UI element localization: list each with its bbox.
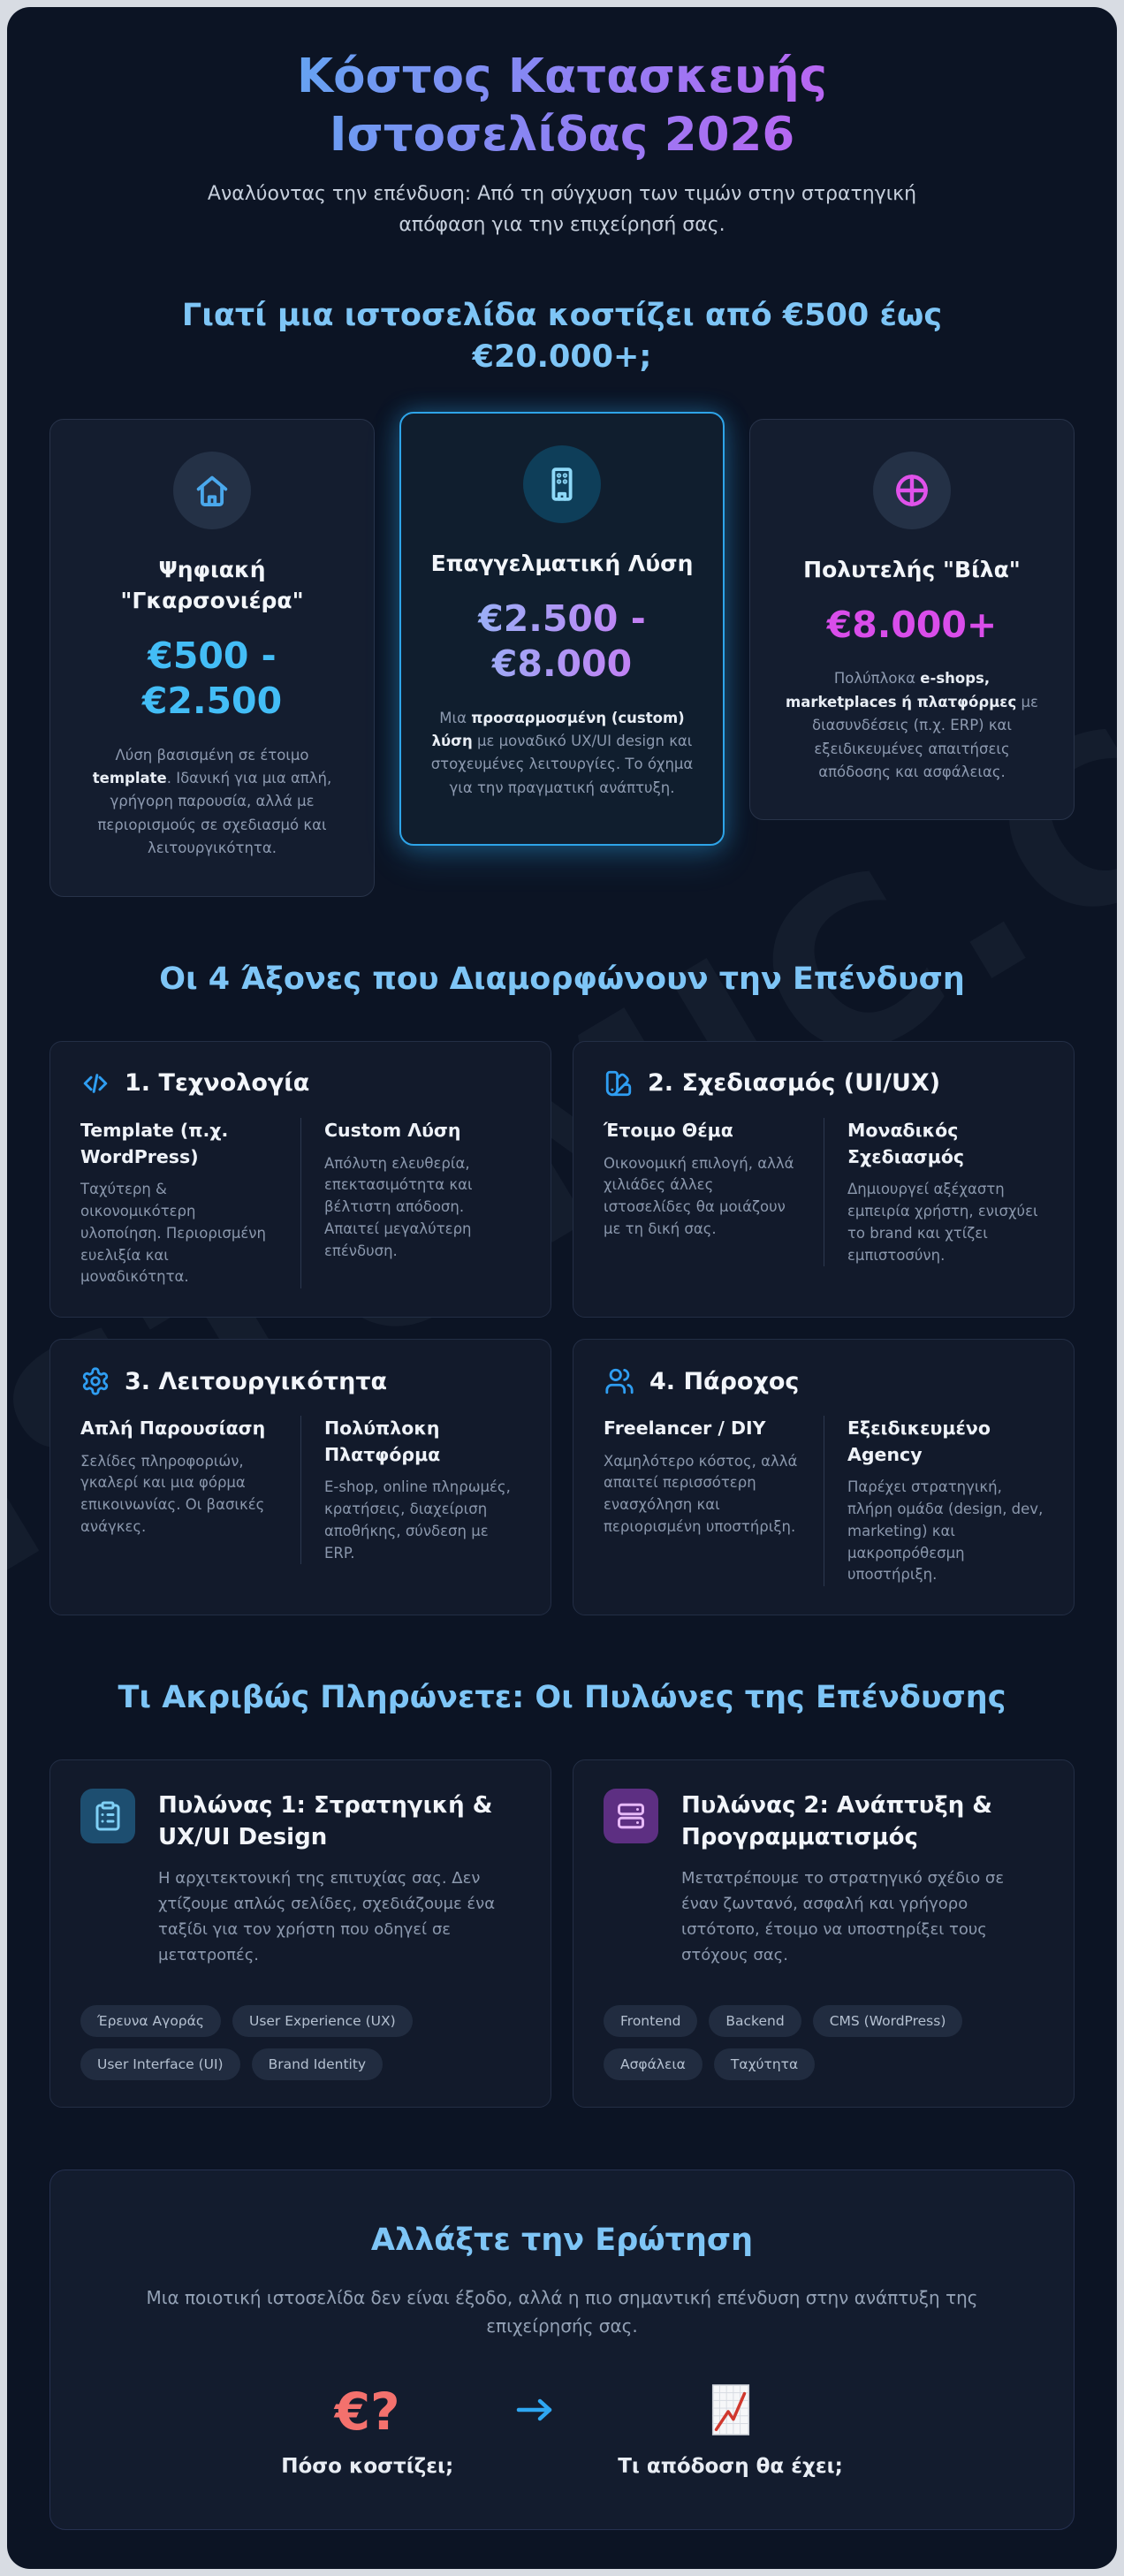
home-icon — [173, 452, 251, 529]
axis-option-heading: Template (π.χ. WordPress) — [80, 1119, 229, 1167]
tier-price: €2.500 - €8.000 — [424, 597, 700, 688]
users-icon — [604, 1366, 635, 1396]
pillar-tags — [604, 1968, 1044, 2080]
tier-description: Μια προσαρμοσμένη (custom) λύση με μοναδικό UX/UI design και στοχευμένες λειτουργίες. Το όχημα για την πραγματική ανάπτυξη. — [430, 709, 694, 796]
cta-card — [49, 2169, 1075, 2529]
axis-card-provider — [573, 1339, 1075, 1615]
axis-option-heading: Έτοιμο Θέμα — [604, 1119, 733, 1141]
tier-card-professional — [399, 412, 725, 846]
axis-option-heading: Custom Λύση — [324, 1119, 461, 1141]
axis-card-technology — [49, 1041, 551, 1318]
chart-increasing-icon — [703, 2382, 758, 2437]
tag: User Interface (UI) — [80, 2048, 240, 2080]
tag: Frontend — [604, 2005, 697, 2037]
page-title — [191, 48, 933, 163]
page-subtitle: Αναλύοντας την επένδυση: Από τη σύγχυση των τιμών στην στρατηγική απόφαση για την επιχείρησή σας. — [207, 183, 917, 236]
cta-cost-label: Πόσο κοστίζει; — [281, 2454, 454, 2478]
tier-title: Επαγγελματική Λύση — [430, 551, 694, 577]
server-icon — [604, 1789, 658, 1843]
tag: Έρευνα Αγοράς — [80, 2005, 221, 2037]
pillar-title: Πυλώνας 2: Ανάπτυξη & Προγραμματισμός — [681, 1792, 992, 1851]
axis-option-left — [80, 1118, 300, 1288]
tier-card-luxury — [749, 419, 1075, 820]
tier-title: Ψηφιακή "Γκαρσονιέρα" — [120, 557, 304, 614]
cta-return-label: Τι απόδοση θα έχει; — [618, 2454, 843, 2478]
code-icon — [80, 1068, 110, 1098]
tier-description: Πολύπλοκα e-shops, marketplaces ή πλατφόρμες με διασυνδέσεις (π.χ. ERP) και εξειδικευμένες απαιτήσεις απόδοσης και ασφάλειας. — [786, 670, 1038, 780]
globe-cross-icon — [873, 452, 951, 529]
axis-option-body: Απόλυτη ελευθερία, επεκτασιμότητα και βέλτιστη απόδοση. Απαιτεί μεγαλύτερη επένδυση. — [324, 1154, 473, 1259]
euro-question-icon: €? — [334, 2381, 400, 2442]
infographic-panel — [7, 7, 1117, 2569]
clipboard-icon — [80, 1789, 135, 1843]
axis-option-body: Οικονομική επιλογή, αλλά χιλιάδες άλλες ιστοσελίδες θα μοιάζουν με τη δική σας. — [604, 1154, 794, 1237]
pricing-heading: Γιατί μια ιστοσελίδα κοστίζει από €500 έως €20.000+; — [181, 297, 943, 375]
tier-price: €500 - €2.500 — [141, 635, 283, 723]
axis-option-body: Ταχύτερη & οικονομικότερη υλοποίηση. Περιορισμένη ευελιξία και μοναδικότητα. — [80, 1181, 266, 1286]
axis-card-functionality — [49, 1339, 551, 1615]
axis-option-right — [300, 1416, 520, 1564]
tag: Backend — [709, 2005, 801, 2037]
cta-comparison — [86, 2382, 1038, 2478]
tier-title: Πολυτελής "Βίλα" — [803, 557, 1021, 583]
axis-option-right — [824, 1416, 1044, 1586]
axis-option-right — [300, 1118, 520, 1288]
axis-title: 2. Σχεδιασμός (UI/UX) — [648, 1069, 941, 1098]
axis-option-body: Σελίδες πληροφοριών, γκαλερί και μια φόρμα επικοινωνίας. Οι βασικές ανάγκες. — [80, 1452, 265, 1535]
cta-heading: Αλλάξτε την Ερώτηση — [370, 2223, 754, 2259]
tag: Brand Identity — [252, 2048, 384, 2080]
pillar-body: Μετατρέπουμε το στρατηγικό σχέδιο σε έναν ζωντανό, ασφαλή και γρήγορο ιστότοπο, έτοιμο να υποστηρίξει τους στόχους σας. — [681, 1869, 1005, 1964]
cta-return-item — [618, 2382, 843, 2478]
axis-option-heading: Freelancer / DIY — [604, 1417, 766, 1440]
axis-option-body: Χαμηλότερο κόστος, αλλά απαιτεί περισσότερη ενασχόληση και περιορισμένη υποστήριξη. — [604, 1452, 798, 1535]
page-title-line1: Κόστος Κατασκευής — [297, 49, 827, 103]
pillar-title: Πυλώνας 1: Στρατηγική & UX/UI Design — [158, 1792, 493, 1851]
axis-option-left — [604, 1118, 824, 1266]
axis-option-heading: Πολύπλοκη Πλατφόρμα — [324, 1417, 441, 1465]
axis-option-right — [824, 1118, 1044, 1266]
axis-option-body: E-shop, online πληρωμές, κρατήσεις, διαχείριση αποθήκης, σύνδεση με ERP. — [324, 1478, 511, 1562]
axis-title: 4. Πάροχος — [649, 1367, 800, 1395]
pillar-card-development — [573, 1759, 1075, 2108]
page-title-line2: Ιστοσελίδας 2026 — [329, 107, 795, 162]
tier-card-basic — [49, 419, 375, 896]
tier-description: Λύση βασισμένη σε έτοιμο template. Ιδανική για μια απλή, γρήγορη παρουσία, αλλά με περιορισμούς σε σχεδιασμό και λειτουργικότητα. — [92, 746, 332, 857]
axis-option-left — [604, 1416, 824, 1586]
axis-option-heading: Εξειδικευμένο Agency — [847, 1417, 991, 1465]
pillar-body: Η αρχιτεκτονική της επιτυχίας σας. Δεν χτίζουμε απλώς σελίδες, σχεδιάζουμε ένα ταξίδι για τον χρήστη που οδηγεί σε μετατροπές. — [158, 1869, 496, 1964]
axes-heading: Οι 4 Άξονες που Διαμορφώνουν την Επένδυση — [159, 961, 965, 997]
tag: User Experience (UX) — [232, 2005, 413, 2037]
pillars-heading: Τι Ακριβώς Πληρώνετε: Οι Πυλώνες της Επένδυσης — [118, 1680, 1006, 1716]
tag: Ασφάλεια — [604, 2048, 702, 2080]
axis-option-body: Παρέχει στρατηγική, πλήρη ομάδα (design, dev, marketing) και μακροπρόθεσμη υποστήριξη. — [847, 1478, 1044, 1584]
axis-card-design — [573, 1041, 1075, 1318]
pillar-tags — [80, 1968, 520, 2080]
axis-option-heading: Μοναδικός Σχεδιασμός — [847, 1119, 965, 1167]
pricing-tiers — [49, 419, 1075, 896]
axis-title: 3. Λειτουργικότητα — [125, 1367, 388, 1395]
pillar-card-strategy — [49, 1759, 551, 2108]
axis-option-body: Δημιουργεί αξέχαστη εμπειρία χρήστη, ενισχύει το brand και χτίζει εμπιστοσύνη. — [847, 1181, 1038, 1264]
axis-option-heading: Απλή Παρουσίαση — [80, 1417, 266, 1440]
tag: Ταχύτητα — [714, 2048, 815, 2080]
cta-body: Μια ποιοτική ιστοσελίδα δεν είναι έξοδο, αλλά η πιο σημαντική επένδυση στην ανάπτυξη της επιχείρησής σας. — [146, 2286, 978, 2337]
cta-cost-item — [281, 2381, 454, 2478]
axis-title: 1. Τεχνολογία — [125, 1069, 310, 1098]
swatch-icon — [604, 1068, 634, 1098]
pillars-grid — [49, 1759, 1075, 2108]
gear-icon — [80, 1366, 110, 1396]
building-icon — [523, 445, 601, 523]
axis-option-left — [80, 1416, 300, 1564]
tag: CMS (WordPress) — [813, 2005, 963, 2037]
tier-price: €8.000+ — [826, 604, 998, 647]
arrow-right-icon — [515, 2397, 556, 2423]
axes-grid — [49, 1041, 1075, 1615]
